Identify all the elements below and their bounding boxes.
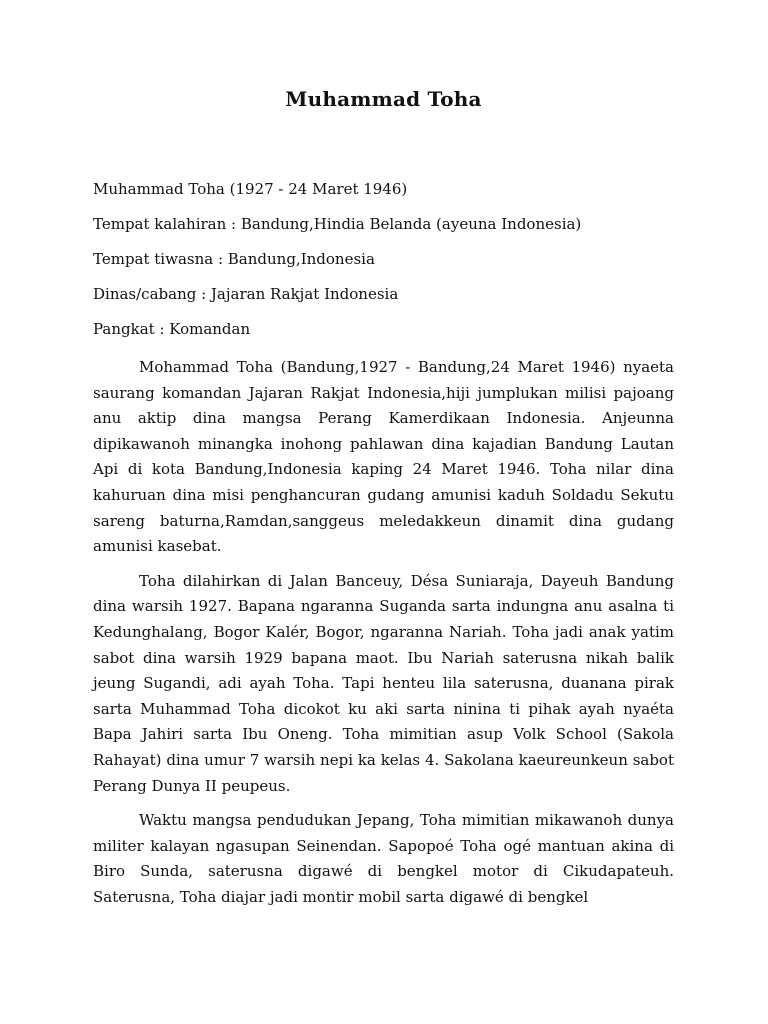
info-line-rank: Pangkat : Komandan bbox=[93, 320, 251, 338]
document-title: Muhammad Toha bbox=[285, 87, 482, 111]
info-line-name: Muhammad Toha (1927 - 24 Maret 1946) bbox=[93, 180, 408, 198]
document-page bbox=[93, 84, 674, 919]
info-section bbox=[93, 180, 674, 338]
paragraph: Waktu mangsa pendudukan Jepang, Toha mimitian mikawanoh dunya militer kalayan ngasupan Seinendan. Sapopoé Toha ogé mantuan akina di Biro Sunda, saterusna digawé di bengkel motor di Cikudapateuh. Saterusna, Toha diajar jadi montir mobil sarta digawé di bengkel bbox=[93, 811, 674, 906]
info-line-deathplace: Tempat tiwasna : Bandung,Indonesia bbox=[93, 250, 375, 268]
info-line-birthplace: Tempat kalahiran : Bandung,Hindia Belanda (ayeuna Indonesia) bbox=[93, 215, 582, 233]
info-line-branch: Dinas/cabang : Jajaran Rakjat Indonesia bbox=[93, 285, 399, 303]
body-text bbox=[93, 355, 674, 910]
paragraph: Mohammad Toha (Bandung,1927 - Bandung,24 Maret 1946) nyaeta saurang komandan Jajaran Rakjat Indonesia,hiji jumplukan milisi pajoang anu aktip dina mangsa Perang Kamerdikaan Indonesia. Anjeunna dipikawanoh minangka inohong pahlawan dina kajadian Bandung Lautan Api di kota Bandung,Indonesia kaping 24 Maret 1946. Toha nilar dina kahuruan dina misi penghancuran gudang amunisi kaduh Soldadu Sekutu sareng baturna,Ramdan,sanggeus meledakkeun dinamit dina gudang amunisi kasebat. bbox=[93, 358, 674, 556]
paragraph: Toha dilahirkan di Jalan Banceuy, Désa Suniaraja, Dayeuh Bandung dina warsih 1927. Bapana ngaranna Suganda sarta indungna anu asalna ti Kedunghalang, Bogor Kalér, Bogor, ngaranna Nariah. Toha jadi anak yatim sabot dina warsih 1929 bapana maot. Ibu Nariah saterusna nikah balik jeung Sugandi, adi ayah Toha. Tapi henteu lila saterusna, duanana pirak sarta Muhammad Toha dicokot ku aki sarta ninina ti pihak ayah nyaéta Bapa Jahiri sarta Ibu Oneng. Toha mimitian asup Volk School (Sakola Rahayat) dina umur 7 warsih nepi ka kelas 4. Sakolana kaeureunkeun sabot Perang Dunya II peupeus. bbox=[93, 571, 674, 795]
